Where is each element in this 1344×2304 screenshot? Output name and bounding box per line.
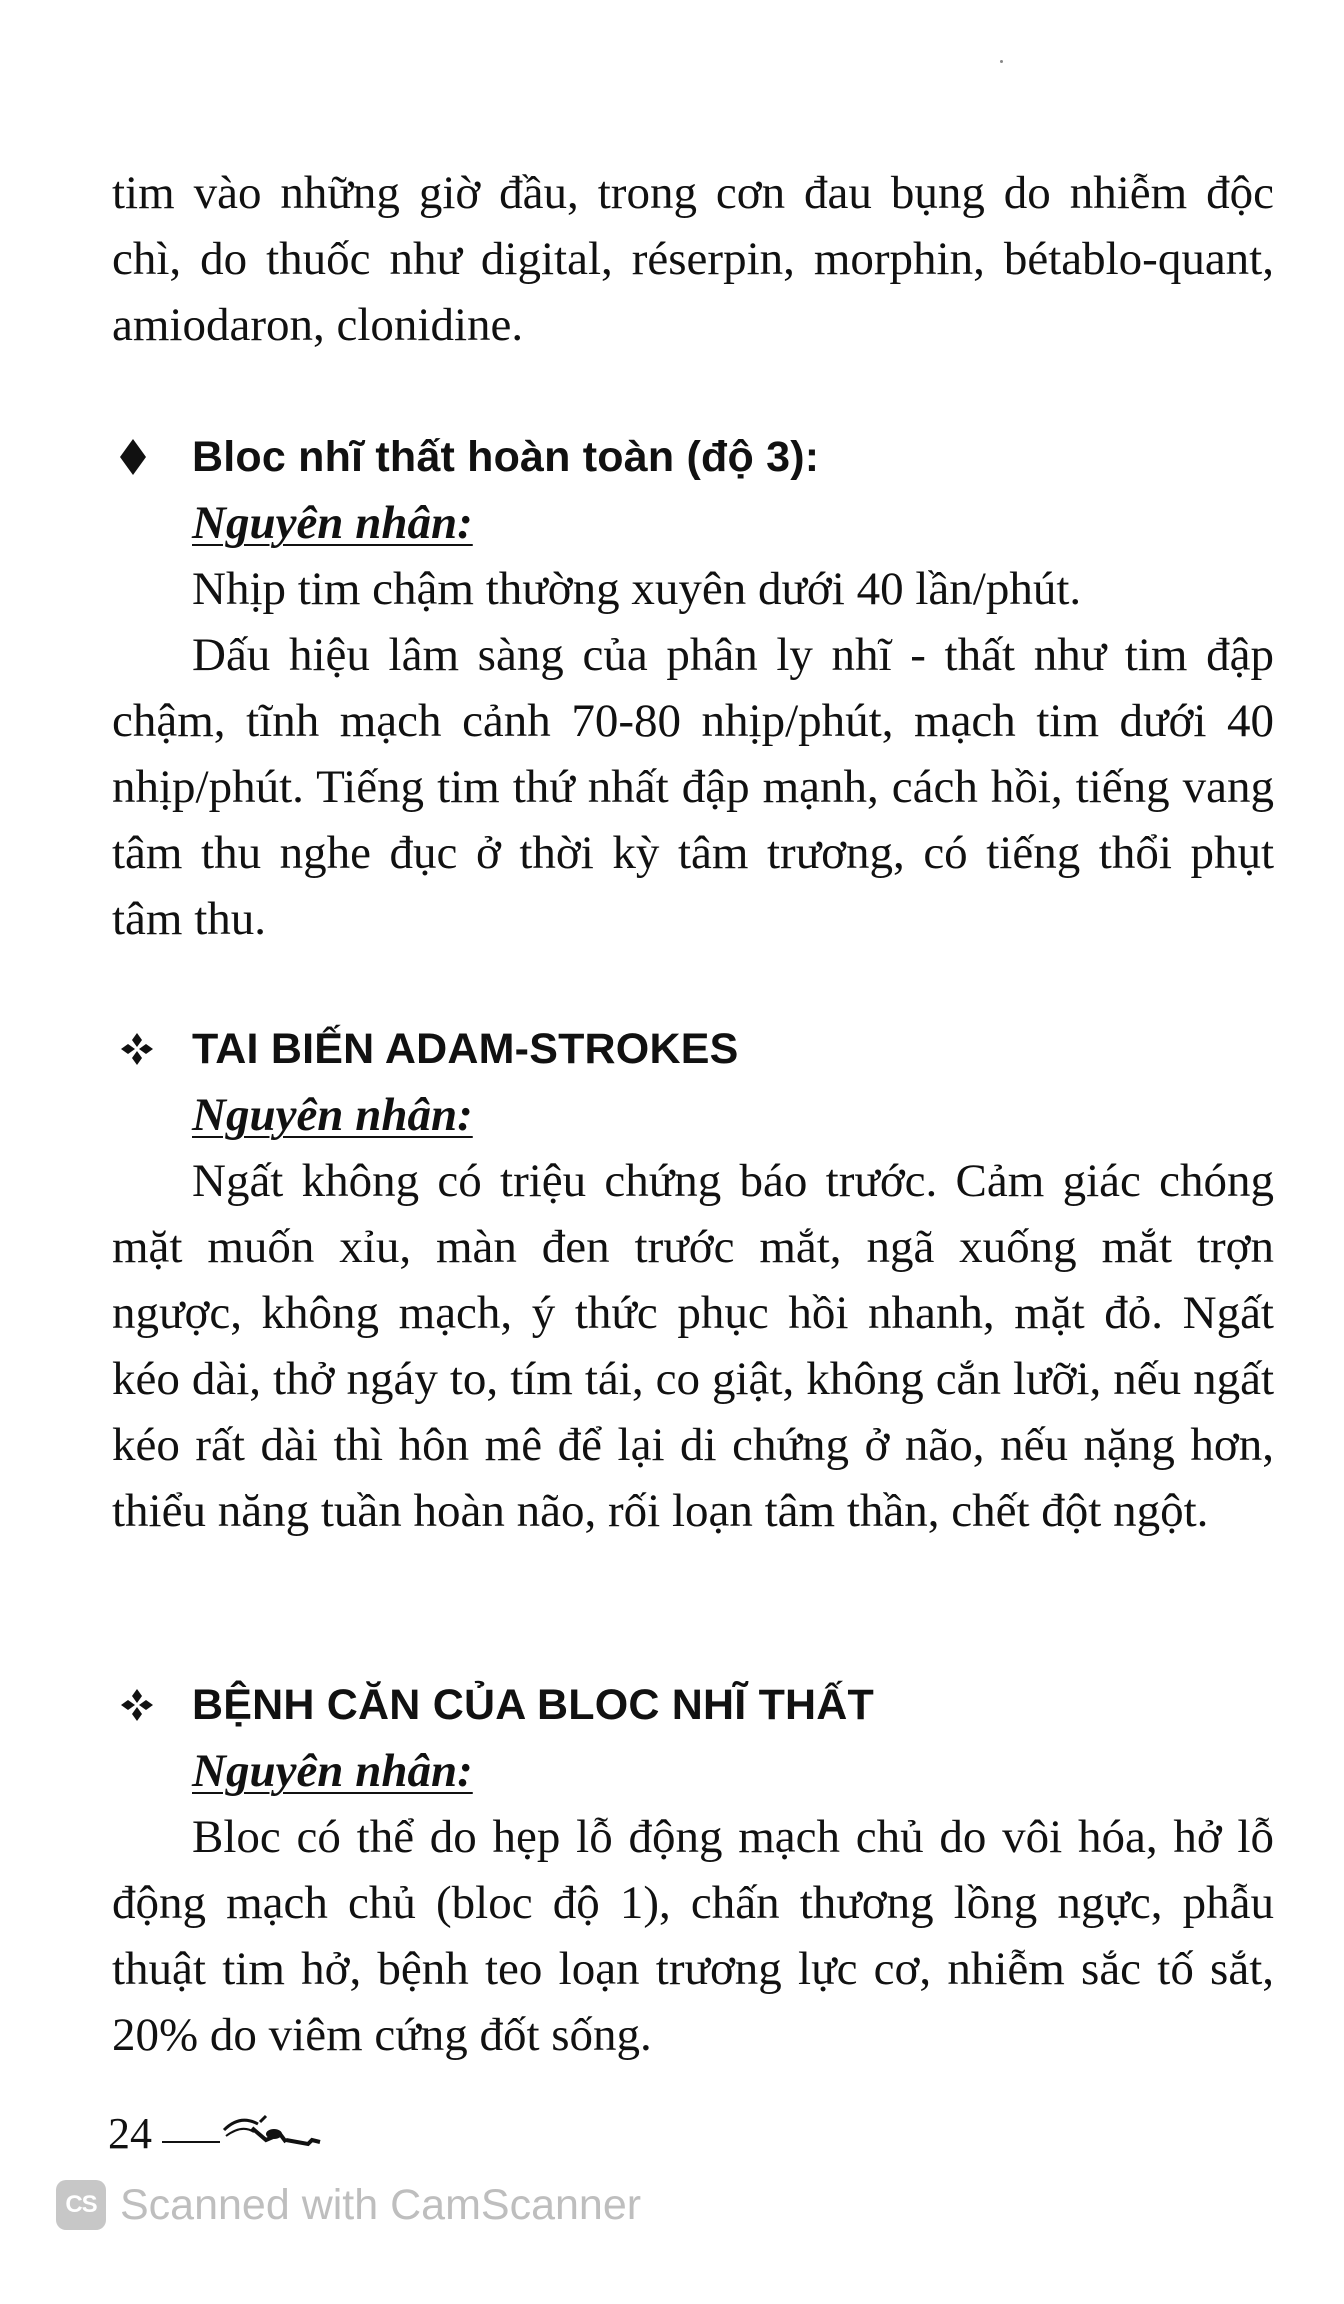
camscanner-logo-text: CS xyxy=(65,2191,97,2218)
section-paragraph: Dấu hiệu lâm sàng của phân ly nhĩ - thất như tim đập chậm, tĩnh mạch cảnh 70-80 nhịp/phút, mạch tim dưới 40 nhịp/phút. Tiếng tim thứ nhất đập mạnh, cách hồi, tiếng vang tâm thu nghe đục ở thời kỳ tâm trương, có tiếng thổi phụt tâm thu. xyxy=(112,629,1274,945)
intro-paragraph: tim vào những giờ đầu, trong cơn đau bụng do nhiễm độc chì, do thuốc như digital, réserpin, morphin, bétablo-quant, amiodaron, clonidine. xyxy=(112,167,1274,351)
section-title: BỆNH CĂN CỦA BLOC NHĨ THẤT xyxy=(192,1680,875,1729)
page-footer xyxy=(108,2106,322,2161)
four-diamond-bullet-icon xyxy=(112,1688,192,1722)
cause-label: Nguyên nhân: xyxy=(192,1089,473,1141)
scan-speck xyxy=(1000,60,1003,63)
section-heading-adam-strokes xyxy=(112,1016,1272,1082)
camscanner-text: Scanned with CamScanner xyxy=(120,2180,642,2229)
page-number: 24 xyxy=(108,2109,152,2158)
diamond-bullet-icon xyxy=(112,439,192,475)
running-figure-ornament-icon xyxy=(162,2106,322,2155)
camscanner-watermark xyxy=(56,2180,641,2230)
section-heading-etiology xyxy=(112,1672,1272,1738)
section-heading-complete-av-block xyxy=(112,424,1272,490)
section-paragraph: Bloc có thể do hẹp lỗ động mạch chủ do vôi hóa, hở lỗ động mạch chủ (bloc độ 1), chấn thương lồng ngực, phẫu thuật tim hở, bệnh teo loạn trương lực cơ, nhiễm sắc tố sắt, 20% do viêm cứng đốt sống. xyxy=(112,1811,1274,2061)
camscanner-logo xyxy=(56,2180,106,2230)
cause-label: Nguyên nhân: xyxy=(192,1745,473,1797)
four-diamond-bullet-icon xyxy=(112,1032,192,1066)
section-title: Bloc nhĩ thất hoàn toàn (độ 3): xyxy=(192,432,820,481)
cause-label: Nguyên nhân: xyxy=(192,497,473,549)
section-title: TAI BIẾN ADAM-STROKES xyxy=(192,1024,739,1073)
section-paragraph: Ngất không có triệu chứng báo trước. Cảm giác chóng mặt muốn xỉu, màn đen trước mắt, ngã xuống mắt trợn ngược, không mạch, ý thức phục hồi nhanh, mặt đỏ. Ngất kéo dài, thở ngáy to, tím tái, co giật, không cắn lưỡi, nếu ngất kéo rất dài thì hôn mê để lại di chứng ở não, nếu nặng hơn, thiểu năng tuần hoàn não, rối loạn tâm thần, chết đột ngột. xyxy=(112,1155,1274,1537)
section-paragraph: Nhịp tim chậm thường xuyên dưới 40 lần/phút. xyxy=(192,563,1082,615)
